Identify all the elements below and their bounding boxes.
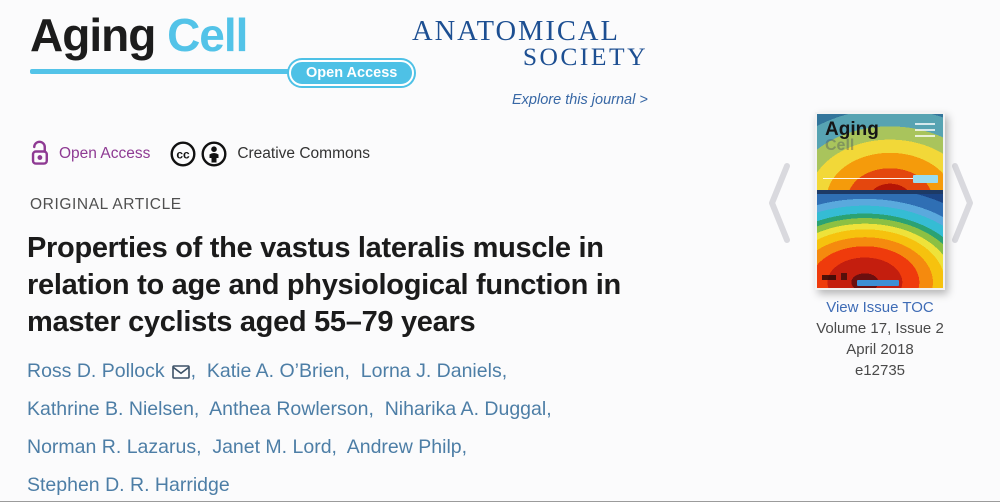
journal-logo-black: Aging: [30, 9, 156, 61]
issue-date-text: April 2018: [846, 341, 914, 358]
issue-cover-thumbnail[interactable]: [815, 112, 945, 290]
author-list: [27, 352, 552, 502]
author-line-3[interactable]: Norman R. Lazarus, Janet M. Lord, Andrew Philp,: [27, 435, 468, 458]
article-type-kicker: ORIGINAL ARTICLE: [30, 196, 182, 213]
open-access-badge: Open Access: [289, 60, 414, 86]
cover-subtitle: Cell: [825, 137, 855, 154]
title-line-2: relation to age and physiological function in: [27, 269, 621, 301]
society-line2: SOCIETY: [522, 42, 648, 71]
anatomical-society-logo[interactable]: [412, 16, 648, 72]
cover-masthead: [817, 114, 943, 190]
carousel-next-chevron[interactable]: [948, 160, 978, 246]
journal-logo-blue: Cell: [167, 9, 248, 61]
issue-meta-block: [790, 297, 970, 381]
creative-commons-label[interactable]: Creative Commons: [237, 144, 370, 162]
cc-license-icons[interactable]: [170, 141, 227, 167]
open-access-label: Open Access: [59, 144, 151, 162]
title-line-1: Properties of the vastus lateralis muscle in: [27, 232, 604, 264]
svg-text:cc: cc: [176, 147, 191, 161]
journal-logo-text: [30, 8, 247, 62]
cover-title: Aging: [825, 119, 879, 140]
publisher-chip: [913, 175, 938, 183]
eloc-id-text: e12735: [854, 362, 906, 379]
author-line-2[interactable]: Kathrine B. Nielsen, Anthea Rowlerson, Niharika A. Duggal,: [27, 397, 552, 420]
corresponding-author[interactable]: Ross D. Pollock: [27, 359, 165, 382]
cover-thermal-image: [817, 194, 943, 288]
cover-bottom-mark: [822, 275, 836, 280]
open-lock-icon: [29, 140, 50, 167]
cc-icon[interactable]: [170, 141, 196, 167]
cover-fineprint-lines: [915, 123, 935, 137]
society-line1: ANATOMICAL: [412, 16, 620, 47]
title-line-3: master cyclists aged 55–79 years: [27, 306, 476, 338]
volume-issue-text: Volume 17, Issue 2: [816, 320, 944, 337]
aging-cell-logo[interactable]: [30, 8, 398, 81]
article-title: [27, 230, 621, 341]
explore-journal-link[interactable]: Explore this journal >: [512, 92, 648, 108]
license-row: [29, 140, 370, 167]
author-line-4[interactable]: Stephen D. R. Harridge: [27, 473, 230, 496]
author-line-1[interactable]: [27, 352, 552, 390]
cc-by-person-icon[interactable]: [201, 141, 227, 167]
carousel-prev-chevron[interactable]: [764, 160, 794, 246]
author-line-1-rest[interactable]: , Katie A. O’Brien, Lorna J. Daniels,: [190, 359, 508, 382]
cover-bottom-bar: [857, 280, 899, 286]
email-envelope-icon[interactable]: [172, 365, 190, 379]
logo-underline: [30, 69, 292, 74]
view-issue-toc-link[interactable]: View Issue TOC: [826, 299, 934, 316]
cover-bottom-mark: [841, 273, 847, 280]
